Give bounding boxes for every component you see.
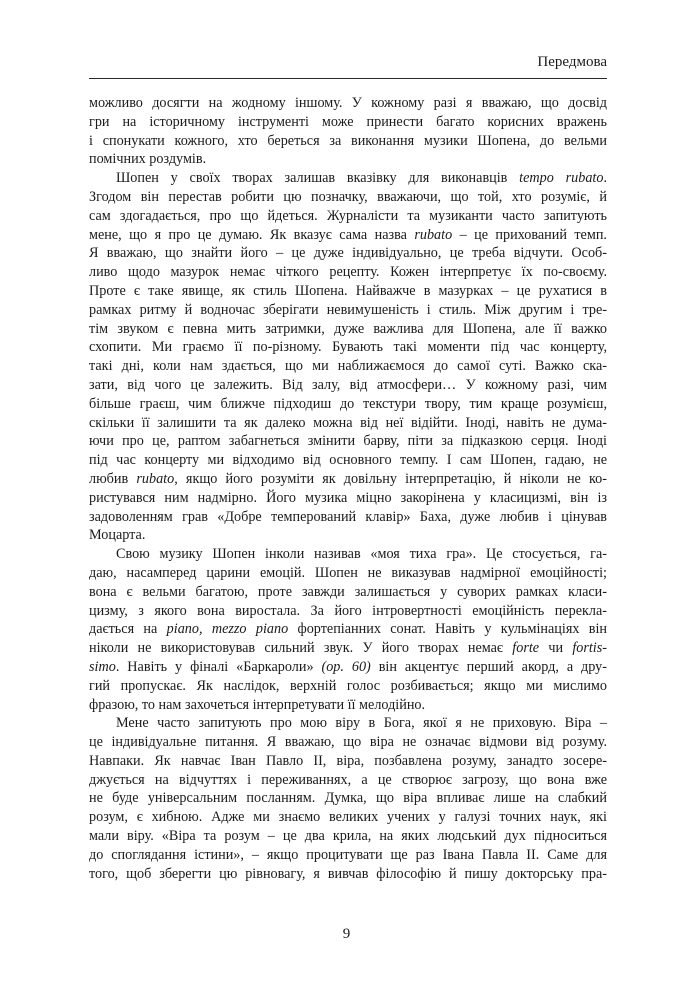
text-run: чи	[539, 640, 573, 657]
text-line	[89, 771, 607, 790]
text-line	[89, 620, 607, 639]
text-run: ючи про це, раптом забагнеться змінити барву, піти за підказкою серця. Іноді	[89, 433, 607, 450]
text-line	[89, 376, 607, 395]
text-run: ливо щодо мазурок немає чіткого рецепту. Кожен інтерпретує їх по-своєму.	[89, 264, 607, 281]
text-run: того, щоб зберегти цю рівновагу, я вивчав філософію й пишу докторську пра-	[89, 865, 607, 882]
text-run: мали віру. «Віра та розум – це два крила, на яких людський дух підноситься	[89, 828, 607, 845]
text-run: гри на історичному інструменті може принести багато корисних вражень	[89, 113, 607, 130]
italic-text-run: rubato	[414, 226, 453, 243]
text-line	[89, 338, 607, 357]
text-run: любив	[89, 470, 137, 487]
text-line	[89, 132, 607, 151]
text-run: гий пропускає. Як наслідок, верхній голос розбивається; якщо ми мислимо	[89, 677, 607, 694]
text-run: Шопен у своїх творах залишав вказівку для виконавців	[116, 170, 520, 187]
text-line	[89, 696, 607, 715]
text-run: . Навіть у фіналі «Баркароли»	[115, 658, 322, 675]
text-line	[89, 526, 607, 545]
italic-text-run: piano, mezzo piano	[166, 621, 289, 638]
text-run: Згодом він перестав робити цю позначку, вважаючи, що той, хто розуміє, й	[89, 188, 607, 205]
text-run: він акцентує перший акорд, а дру-	[370, 658, 607, 675]
text-line	[89, 451, 607, 470]
text-run: схопити. Ми граємо її по-різному. Бувають такі моменти під час концерту,	[89, 339, 607, 356]
text-line	[89, 752, 607, 771]
text-line	[89, 846, 607, 865]
text-line	[89, 545, 607, 564]
text-line	[89, 470, 607, 489]
page-number: 9	[342, 926, 351, 942]
text-line	[89, 94, 607, 113]
text-run: цизму, з якого вона виростала. За його інтровертності емоційність перекла-	[89, 602, 607, 619]
text-line	[89, 733, 607, 752]
text-run: вона є вельми багатою, проте завжди залишається у суворих рамках класи-	[89, 583, 607, 600]
text-line	[89, 602, 607, 621]
text-run: Мене часто запитують про мою віру в Бога, якої я не приховую. Віра –	[116, 715, 607, 732]
text-run: розум, є хибною. Адже ми знаємо великих учених у галузі точних наук, які	[89, 809, 607, 826]
text-run: Свою музику Шопен інколи називав «моя тиха гра». Це стосується, га-	[116, 546, 607, 563]
text-run: скільки її залишити та як далеко можна від неї відійти. Іноді, навіть не дума-	[89, 414, 607, 431]
text-line	[89, 207, 607, 226]
text-line	[89, 357, 607, 376]
text-line	[89, 658, 607, 677]
text-line	[89, 113, 607, 132]
text-line	[89, 677, 607, 696]
text-line	[89, 395, 607, 414]
text-run: можливо досягти на жодному іншому. У кожному разі я вважаю, що досвід	[89, 95, 607, 111]
text-run: такі дні, коли нам здається, що ми наближаємося до самої суті. Важко ска-	[89, 358, 607, 375]
text-run: більше граєш, чим ближче підходиш до текстури твору, тим краще розумієш,	[89, 395, 607, 412]
text-line	[89, 263, 607, 282]
text-run: Я вважаю, що знайти його – це дуже індивідуально, це треба відчути. Особ-	[89, 245, 607, 262]
text-run: мене, що я про це думаю. Як вказує сама назва	[89, 226, 415, 243]
text-run: не буде універсальним посланням. Думка, що віра впливає лише на слабкий	[89, 790, 607, 807]
text-run: задоволенням грав «Добре темперований клавір» Баха, дуже любив і цінував	[89, 508, 607, 525]
text-run: даю, насамперед царини емоцій. Шопен не виказував надмірної емоційності;	[89, 564, 607, 581]
text-run: фортепіанних сонат. Навіть у кульмінаціях він	[288, 621, 608, 638]
text-run: рамках ритму й водночас зберігати невимушеність і стиль. Між другим і тре-	[89, 301, 607, 318]
italic-text-run: simo	[89, 658, 116, 675]
text-run: ніколи не використовував сильний звук. У його творах немає	[89, 640, 513, 657]
text-run: фразою, то нам захочеться інтерпретувати її мелодійно.	[89, 696, 426, 713]
text-line	[89, 301, 607, 320]
text-line	[89, 865, 607, 884]
text-line	[89, 414, 607, 433]
text-run: дається на	[89, 621, 167, 638]
text-run: ристувався ним надмірно. Його музика міцно закорінена у класицизмі, він із	[89, 489, 607, 506]
text-line	[89, 714, 607, 733]
text-line	[89, 808, 607, 827]
text-run: Моцарта.	[89, 527, 146, 544]
text-line	[89, 489, 607, 508]
text-line	[89, 226, 607, 245]
text-run: , якщо його розуміти як довільну інтерпретацію, й ніколи не ко-	[174, 470, 607, 487]
italic-text-run: fortis-	[572, 640, 607, 657]
text-run: .	[603, 170, 607, 187]
text-line	[89, 639, 607, 658]
text-run: тім звуком є певна мить затримки, дуже важлива для Шопена, але її важко	[89, 320, 607, 337]
italic-text-run: forte	[512, 640, 540, 657]
text-run: до споглядання істини», – якщо процитувати ще раз Івана Павла II. Саме для	[89, 846, 607, 863]
text-run: – це прихований темп.	[452, 226, 607, 243]
italic-text-run: tempo rubato	[519, 170, 604, 187]
header-rule	[89, 78, 607, 79]
text-run: сам здогадається, про що йдеться. Журналісти та музиканти часто запитують	[89, 207, 607, 224]
italic-text-run: (op. 60)	[321, 658, 371, 675]
italic-text-run: rubato	[136, 470, 175, 487]
text-run: помічних роздумів.	[89, 151, 207, 168]
text-line	[89, 564, 607, 583]
text-line	[89, 188, 607, 207]
text-line	[89, 282, 607, 301]
text-line	[89, 827, 607, 846]
text-line	[89, 150, 607, 169]
text-line	[89, 583, 607, 602]
text-run: зати, від чого це залежить. Від залу, від атмосфери… У кожному разі, чим	[89, 376, 607, 393]
text-line	[89, 432, 607, 451]
text-run: це індивідуальне питання. Я вважаю, що віра не означає відмови від розуму.	[89, 734, 607, 751]
text-line	[89, 244, 607, 263]
text-line	[89, 789, 607, 808]
text-line	[89, 169, 607, 188]
text-line	[89, 320, 607, 339]
text-run: джується на відчуттях і переживаннях, а це створює загрозу, що вона вже	[89, 771, 607, 788]
text-line	[89, 508, 607, 527]
text-run: і спонукати кожного, хто береться за виконання музики Шопена, до вельми	[89, 132, 607, 149]
text-run: під час концерту ми відходимо від основного темпу. І сам Шопен, гадаю, не	[89, 452, 607, 469]
running-header: Передмова	[537, 54, 607, 70]
text-run: Проте є таке явище, як стиль Шопена. Найважче в мазурках – це рухатися в	[89, 282, 607, 299]
body-text	[89, 94, 607, 883]
text-run: Навпаки. Як навчає Іван Павло II, віра, позбавлена розуму, занадто зосере-	[89, 752, 607, 769]
